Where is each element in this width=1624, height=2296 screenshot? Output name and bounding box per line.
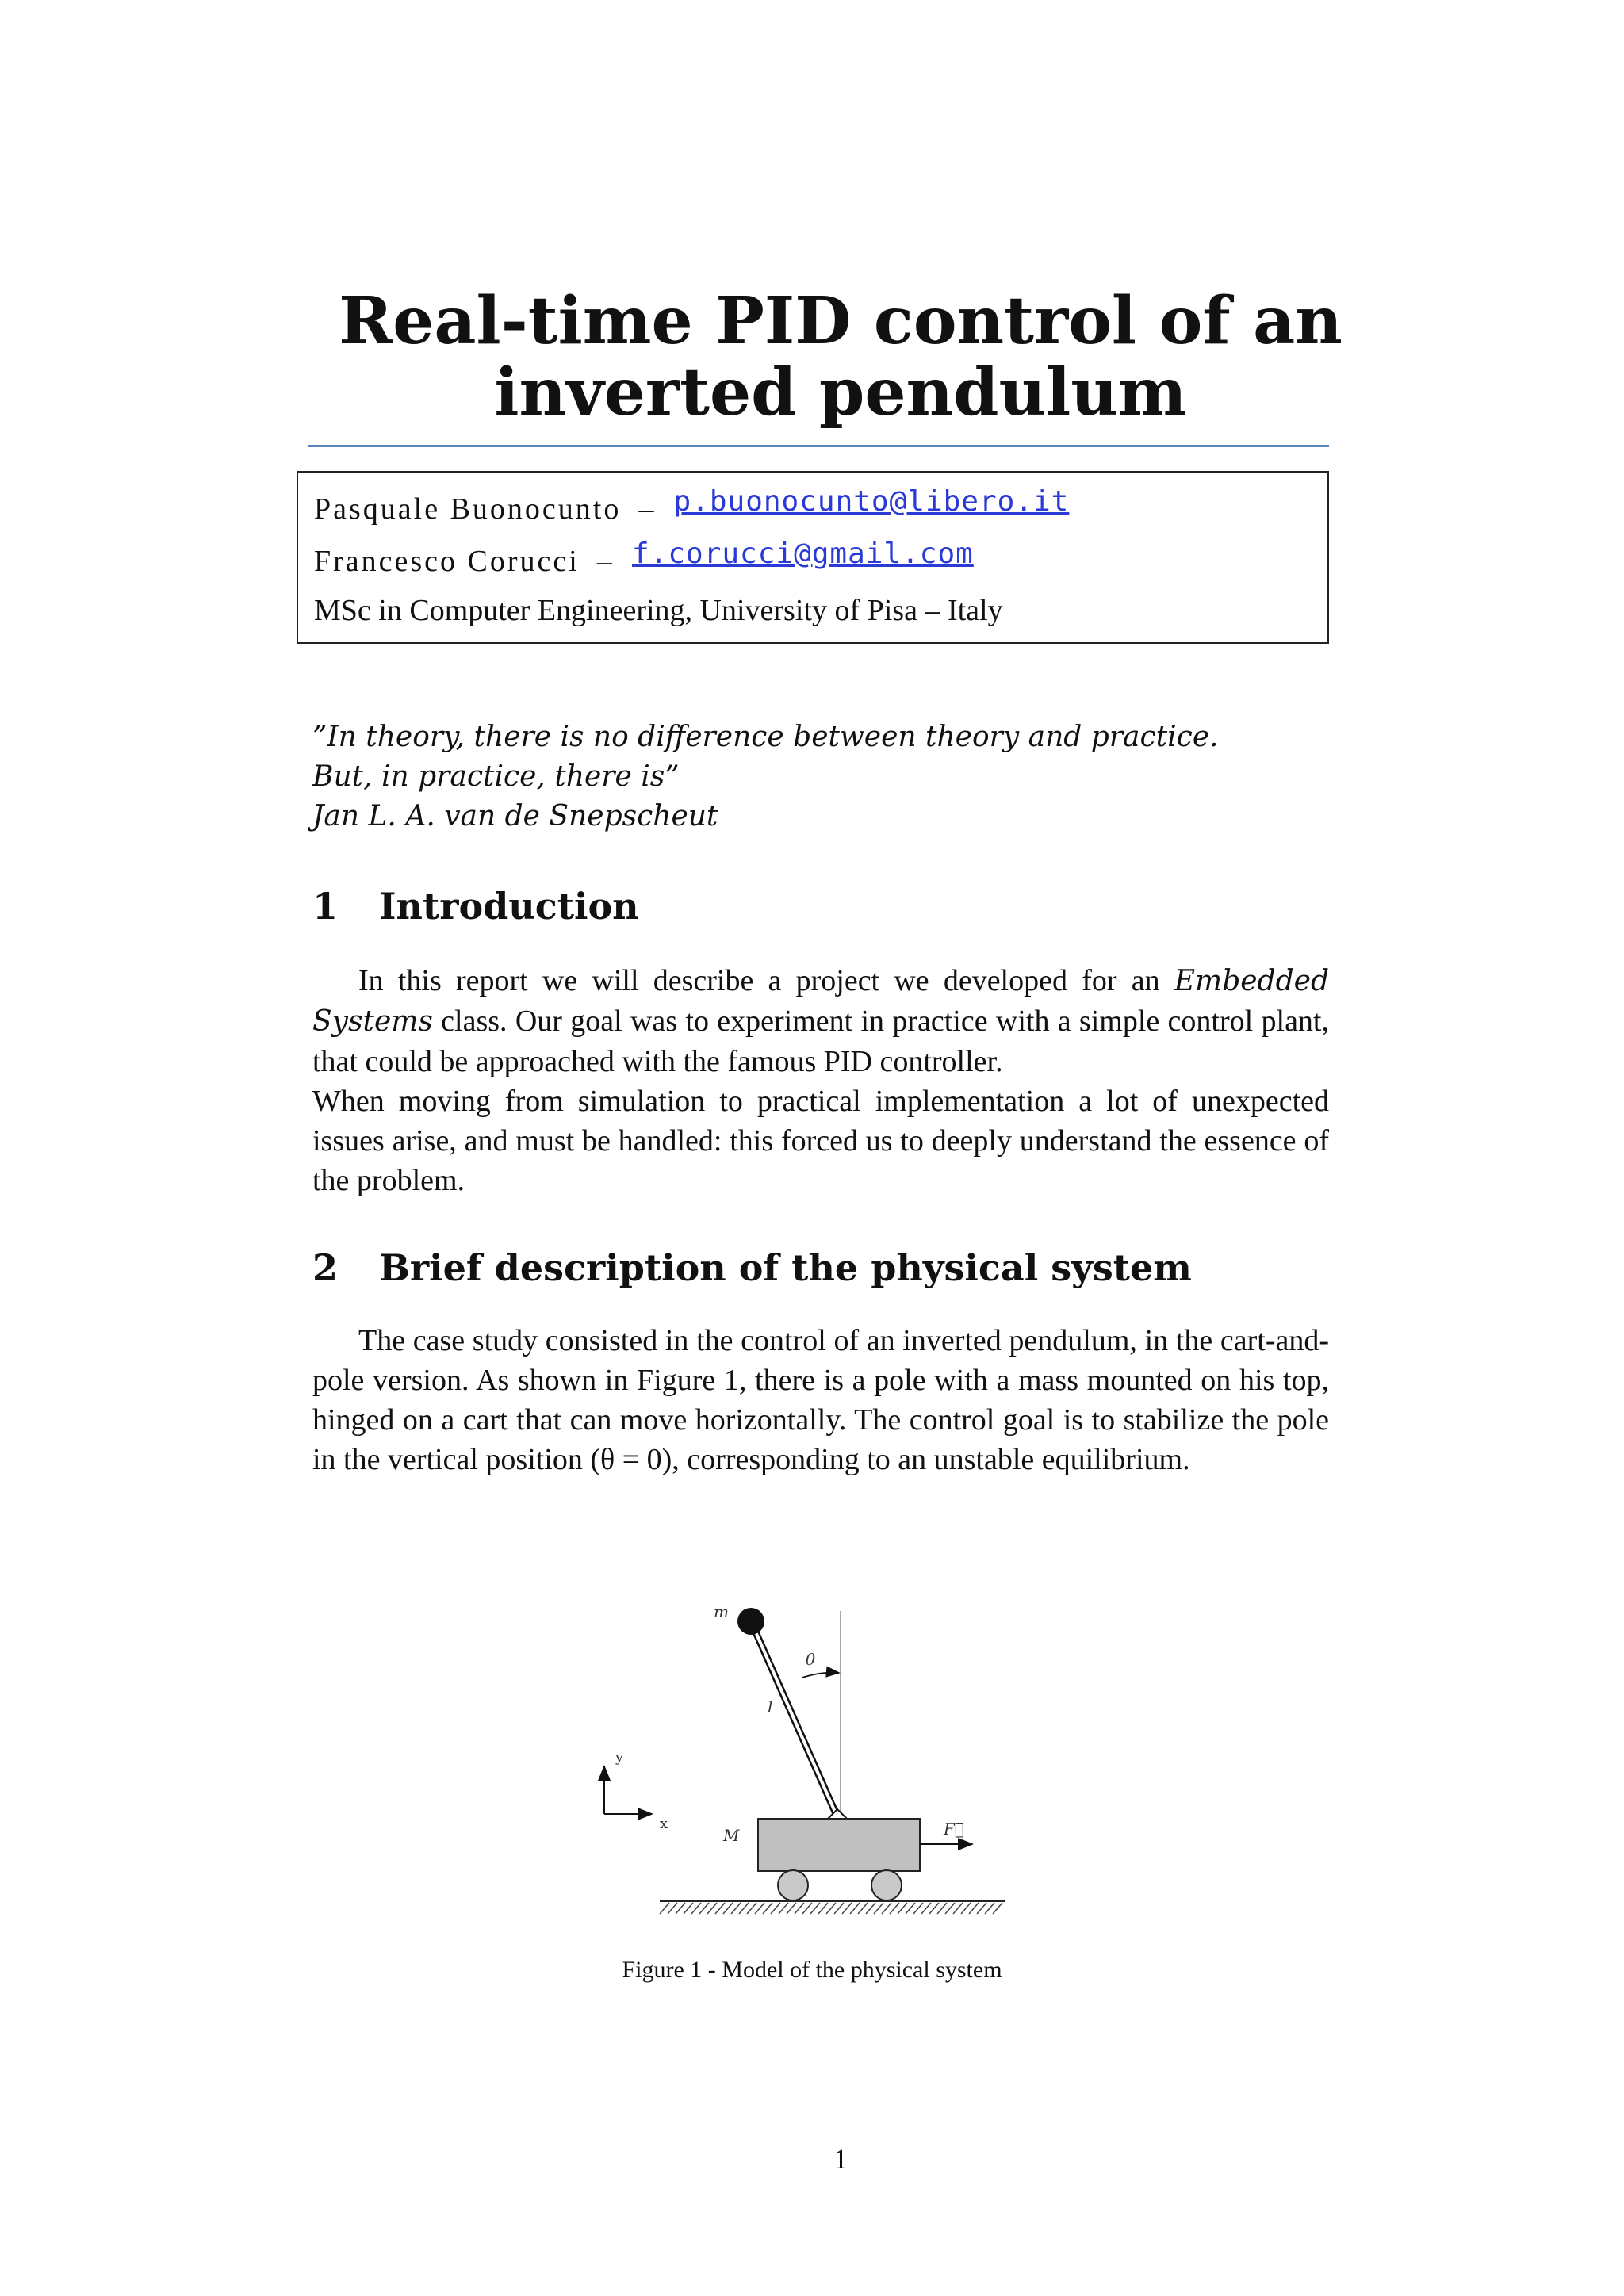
pole — [751, 1621, 837, 1817]
section-title: Introduction — [379, 885, 639, 928]
author-separator: – — [638, 492, 657, 526]
figure-caption: Figure 1 - Model of the physical system — [622, 1957, 1002, 1983]
paragraph: When moving from simulation to practical implementation a lot of unexpected issues arise, and must be handled: this forced us to deeply understand the essence of the problem. — [312, 1085, 1329, 1197]
ground-hatching — [660, 1903, 1002, 1914]
section-number: 2 — [312, 1246, 339, 1289]
label-mass: m — [714, 1602, 729, 1621]
pendulum-mass — [737, 1608, 764, 1635]
author-name: Pasquale Buonocunto — [314, 492, 622, 526]
title-line-1: Real-time PID control of an — [339, 283, 1342, 359]
quote-author: Jan L. A. van de Snepscheut — [312, 800, 718, 832]
emphasis-text: Embedded Systems — [312, 965, 1329, 1038]
cart — [758, 1819, 920, 1871]
label-x-axis: x — [660, 1816, 668, 1832]
quote-line-2: But, in practice, there is” — [312, 760, 680, 793]
label-y-axis: y — [615, 1749, 624, 1766]
section-2-heading — [312, 1246, 1192, 1289]
paragraph-text: class. Our goal was to experiment in practice with a simple control plant, that could be approached with the famous PID controller. — [312, 1004, 1329, 1078]
paragraph-text: In this report we will describe a project we developed for an — [358, 964, 1174, 997]
wheel-right — [871, 1870, 902, 1900]
epigraph-quote — [312, 718, 1219, 836]
author-box — [297, 471, 1329, 644]
section-number: 1 — [312, 885, 339, 928]
label-cart-mass: M — [723, 1826, 740, 1845]
section-1-heading — [312, 885, 639, 928]
section-1-body — [312, 961, 1329, 1200]
page-number: 1 — [833, 2143, 848, 2175]
author-email-link[interactable]: f.corucci@gmail.com — [632, 538, 974, 570]
section-2-body — [312, 1321, 1329, 1479]
label-theta: θ — [806, 1650, 816, 1669]
author-email-link[interactable]: p.buonocunto@libero.it — [673, 485, 1070, 518]
pendulum-figure — [587, 1594, 1015, 1927]
section-title: Brief description of the physical system — [379, 1246, 1192, 1289]
label-force: F⃗ — [944, 1820, 964, 1839]
author-separator: – — [596, 545, 615, 578]
affiliation: MSc in Computer Engineering, University of Pisa – Italy — [314, 594, 1003, 627]
author-name: Francesco Corucci — [314, 545, 580, 578]
paragraph: The case study consisted in the control of an inverted pendulum, in the cart-and-pole version. As shown in Figure 1, there is a pole with a mass mounted on his top, hinged on a cart that can move horizontally. The control goal is to stabilize the pole in the vertical position (θ = 0), corresponding to an unstable equilibrium. — [312, 1324, 1329, 1476]
wheel-left — [778, 1870, 808, 1900]
label-length: l — [768, 1697, 773, 1716]
paper-title — [301, 285, 1380, 428]
theta-arc — [802, 1673, 839, 1678]
paragraph — [312, 961, 1329, 1081]
title-divider — [308, 445, 1329, 447]
author-line-2 — [314, 538, 974, 579]
title-line-2: inverted pendulum — [494, 354, 1187, 430]
author-line-1 — [314, 485, 1070, 526]
quote-line-1: ”In theory, there is no difference between theory and practice. — [312, 721, 1219, 753]
